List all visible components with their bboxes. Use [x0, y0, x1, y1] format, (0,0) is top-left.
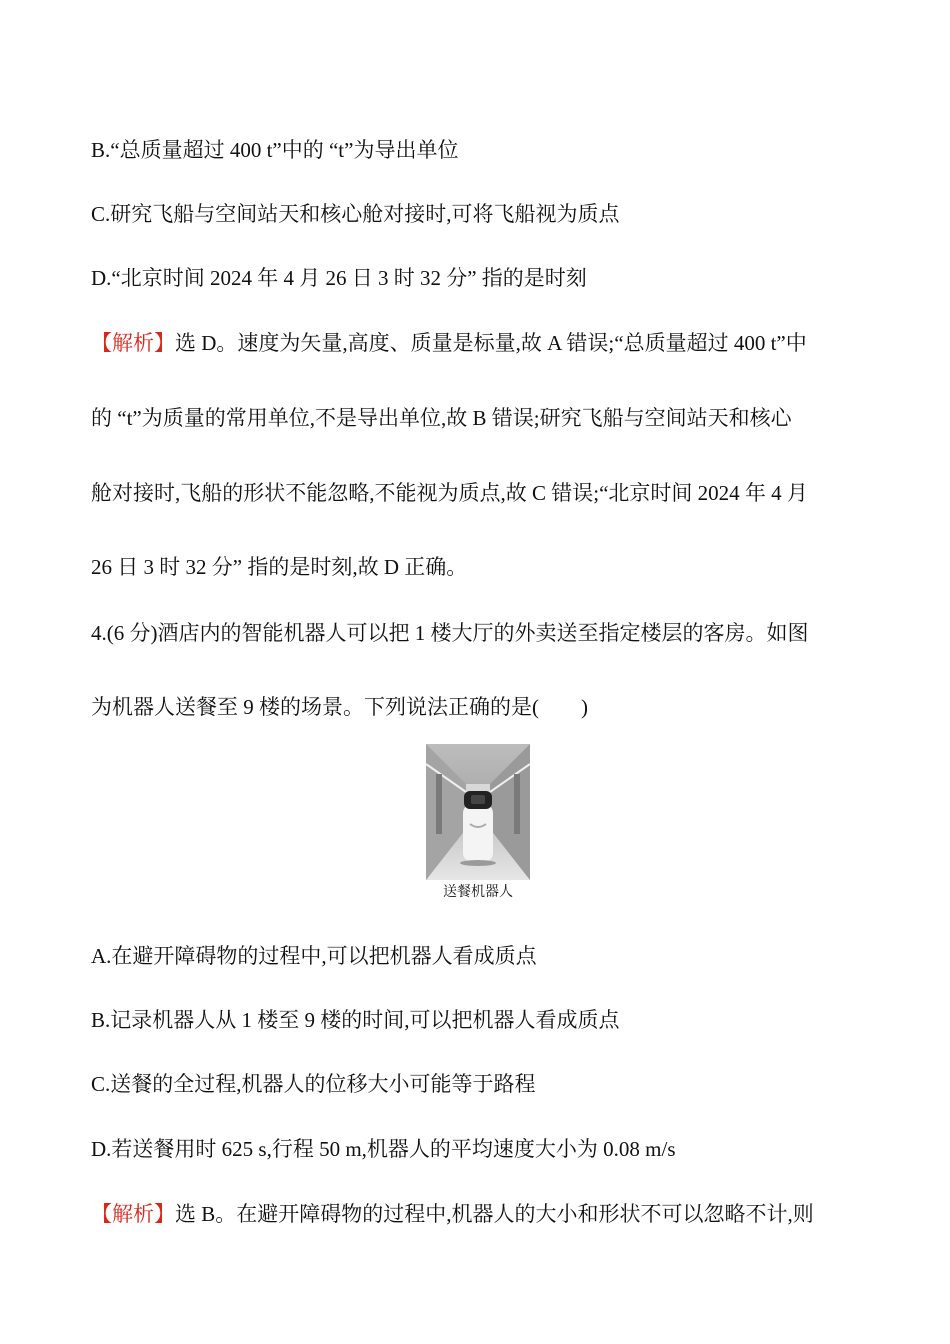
analysis-text: 选 B。在避开障碍物的过程中,机器人的大小和形状不可以忽略不计,则: [175, 1202, 814, 1226]
option-c: C.送餐的全过程,机器人的位移大小可能等于路程: [91, 1072, 536, 1096]
figure-caption: 送餐机器人: [443, 885, 513, 900]
option-b-prev: B.“总质量超过 400 t”中的 “t”为导出单位: [91, 138, 459, 162]
analysis-1-line-3: 舱对接时,飞船的形状不能忽略,不能视为质点,故 C 错误;“北京时间 2024 年 4 月: [91, 481, 808, 505]
analysis-text: 选 D。速度为矢量,高度、质量是标量,故 A 错误;“总质量超过 400 t”中: [175, 331, 807, 355]
option-d: D.若送餐用时 625 s,行程 50 m,机器人的平均速度大小为 0.08 m/s: [91, 1137, 676, 1161]
analysis-1-line-1: [91, 328, 807, 358]
analysis-label: 【解析】: [91, 1202, 175, 1226]
option-c-prev: C.研究飞船与空间站天和核心舱对接时,可将飞船视为质点: [91, 202, 620, 226]
option-d-prev: D.“北京时间 2024 年 4 月 26 日 3 时 32 分” 指的是时刻: [91, 266, 587, 290]
option-b: B.记录机器人从 1 楼至 9 楼的时间,可以把机器人看成质点: [91, 1008, 620, 1032]
analysis-label: 【解析】: [91, 331, 175, 355]
analysis-1-line-2: 的 “t”为质量的常用单位,不是导出单位,故 B 错误;研究飞船与空间站天和核心: [91, 406, 792, 430]
question-4-line-2: 为机器人送餐至 9 楼的场景。下列说法正确的是( ): [91, 695, 588, 719]
analysis-1-line-4: 26 日 3 时 32 分” 指的是时刻,故 D 正确。: [91, 555, 468, 579]
analysis-2-line-1: [91, 1199, 814, 1229]
question-4-line-1: 4.(6 分)酒店内的智能机器人可以把 1 楼大厅的外卖送至指定楼层的客房。如图: [91, 621, 809, 645]
option-a: A.在避开障碍物的过程中,可以把机器人看成质点: [91, 944, 537, 968]
robot-photo: [426, 744, 530, 880]
